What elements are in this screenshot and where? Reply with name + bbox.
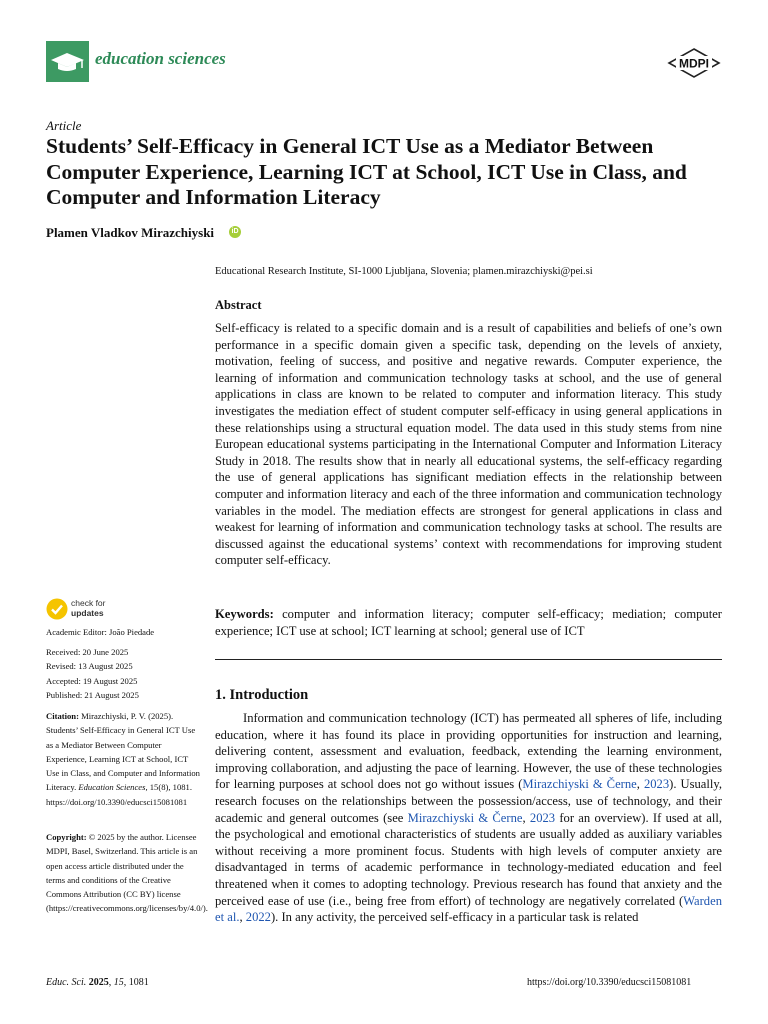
- check-line-1: check for: [71, 598, 106, 608]
- footer-article-number: , 1081: [123, 977, 149, 988]
- article-type: Article: [46, 118, 82, 133]
- article-title: Students’ Self-Efficacy in General ICT Use as a Mediator Between Computer Experience, Learning ICT at School, ICT Use in Class, and Computer and Information Literacy: [46, 134, 687, 209]
- check-for-updates-icon[interactable]: [46, 598, 68, 620]
- citation-volume: , 15(8), 1081. https://doi.org/10.3390/educsci15081081: [46, 782, 192, 807]
- journal-name: education sciences: [95, 49, 226, 68]
- accepted-date: Accepted: 19 August 2025: [46, 675, 138, 686]
- copyright-label: Copyright:: [46, 832, 87, 842]
- footer-journal-ref: Educ. Sci. 2025, 15, 1081: [46, 977, 149, 988]
- keywords-text: computer and information literacy; computer self-efficacy; mediation; computer experience; ICT use at school; ICT learning at school; general use of ICT: [215, 607, 722, 638]
- abstract-heading: Abstract: [215, 298, 262, 312]
- publication-dates: [46, 645, 201, 702]
- intro-text-part: ). In any activity, the perceived self-efficacy in a particular task is related: [270, 910, 639, 925]
- check-line-2: updates: [71, 607, 104, 618]
- abstract-text: Self-efficacy is related to a specific domain and is a result of capabilities and beliefs of one’s own performance in a specific domain given a specific task, depending on the levels of anxiety, motivation, feeling of success, and positive and negative rewards. Computer experience, the learning of information and communication technology tasks at school, and the use of general applications in class are known to be related to computer and information literacy. This study investigates the mediation effect of student computer self-efficacy in using general applications in these relationships using a structural equation model. The data used in this study stems from nine European educational systems participating in the International Computer and Information Literacy Study in 2018. The results show that in nearly all educational systems, the self-efficacy regarding the use of general applications has significant mediation effects in the relationship between computer and information literacy and each of the three information and communication technology variables in the model. The mediation effects are strongest for general applications in class and weakest for learning of information and communication technology tasks at school. The results are discussed against the educational systems’ context with recommendations for improving student computer self-efficacy.: [215, 321, 722, 568]
- footer-year: 2025: [88, 977, 109, 988]
- publisher-name: MDPI: [679, 56, 709, 71]
- published-date: Published: 21 August 2025: [46, 689, 139, 700]
- intro-text-part: Information and communication technology (ICT) has permeated all spheres of life, including education, where it has found its place in providing opportunities for instruction and learning, delivering content, assessment and evaluation, feedback, extending the learning environment, improving collaboration, and adjusting the pace of learning. However, the use of these technologies for learning purposes at school does not go without issues (: [215, 711, 722, 792]
- citation-text: Mirazchiyski, P. V. (2025). Students’ Self-Efficacy in General ICT Use as a Mediator Between Computer Experience, Learning ICT at School, ICT Use in Class, and Computer and Information Literacy.: [46, 711, 200, 793]
- introduction-paragraph: [215, 710, 722, 926]
- citation-journal: Education Sciences: [78, 782, 146, 793]
- footer-journal-abbrev: Educ. Sci.: [46, 977, 87, 988]
- footer-doi[interactable]: https://doi.org/10.3390/educsci15081081: [527, 977, 692, 988]
- citation-link[interactable]: Warden et al., 2022: [215, 893, 722, 925]
- keywords: [215, 606, 722, 639]
- check-for-updates-label[interactable]: [71, 599, 106, 618]
- keywords-label: Keywords:: [215, 607, 274, 621]
- intro-text-part: for an overview). If used at all, the psychological and emotional characteristics of students are usually added as auxiliary variables without receiving a more prominent focus. Students with high levels of computer anxiety are disadvantaged in terms of academic performance in technology-mediated education and feel threatened when it comes to adopting technology. Previous research has found that anxiety and the perceived ease of use (i.e., being free from effort) of technology are negatively correlated (: [215, 810, 723, 908]
- citation-block: [46, 709, 201, 809]
- introduction-heading: 1. Introduction: [215, 687, 309, 703]
- copyright-block: [46, 830, 208, 916]
- section-divider: [215, 659, 722, 660]
- copyright-text: © 2025 by the author. Licensee MDPI, Basel, Switzerland. This article is an open access article distributed under the terms and conditions of the Creative Commons Attribution (CC BY) license (https://creativecommons.org/licenses/by/4.0/).: [46, 832, 208, 914]
- footer-volume: 15: [113, 977, 124, 988]
- author-name: Plamen Vladkov Mirazchiyski: [46, 225, 215, 240]
- citation-link[interactable]: Mirazchiyski & Černe, 2023: [522, 777, 670, 792]
- mdpi-logo: [666, 48, 722, 78]
- graduation-cap-icon: [46, 41, 89, 82]
- orcid-icon[interactable]: iD: [229, 226, 241, 238]
- citation-label: Citation:: [46, 711, 79, 721]
- academic-editor: Academic Editor: João Piedade: [46, 627, 155, 637]
- intro-text-part: ). Usually, research focuses on the relationships between the possession/access, use of technology, and their academic and general outcomes (see: [215, 777, 722, 825]
- citation-link[interactable]: Mirazchiyski & Černe, 2023: [407, 810, 556, 825]
- affiliation: Educational Research Institute, SI-1000 Ljubljana, Slovenia; plamen.mirazchiyski@pei.si: [215, 266, 593, 277]
- revised-date: Revised: 13 August 2025: [46, 661, 133, 672]
- journal-logo: [46, 41, 89, 82]
- received-date: Received: 20 June 2025: [46, 647, 129, 657]
